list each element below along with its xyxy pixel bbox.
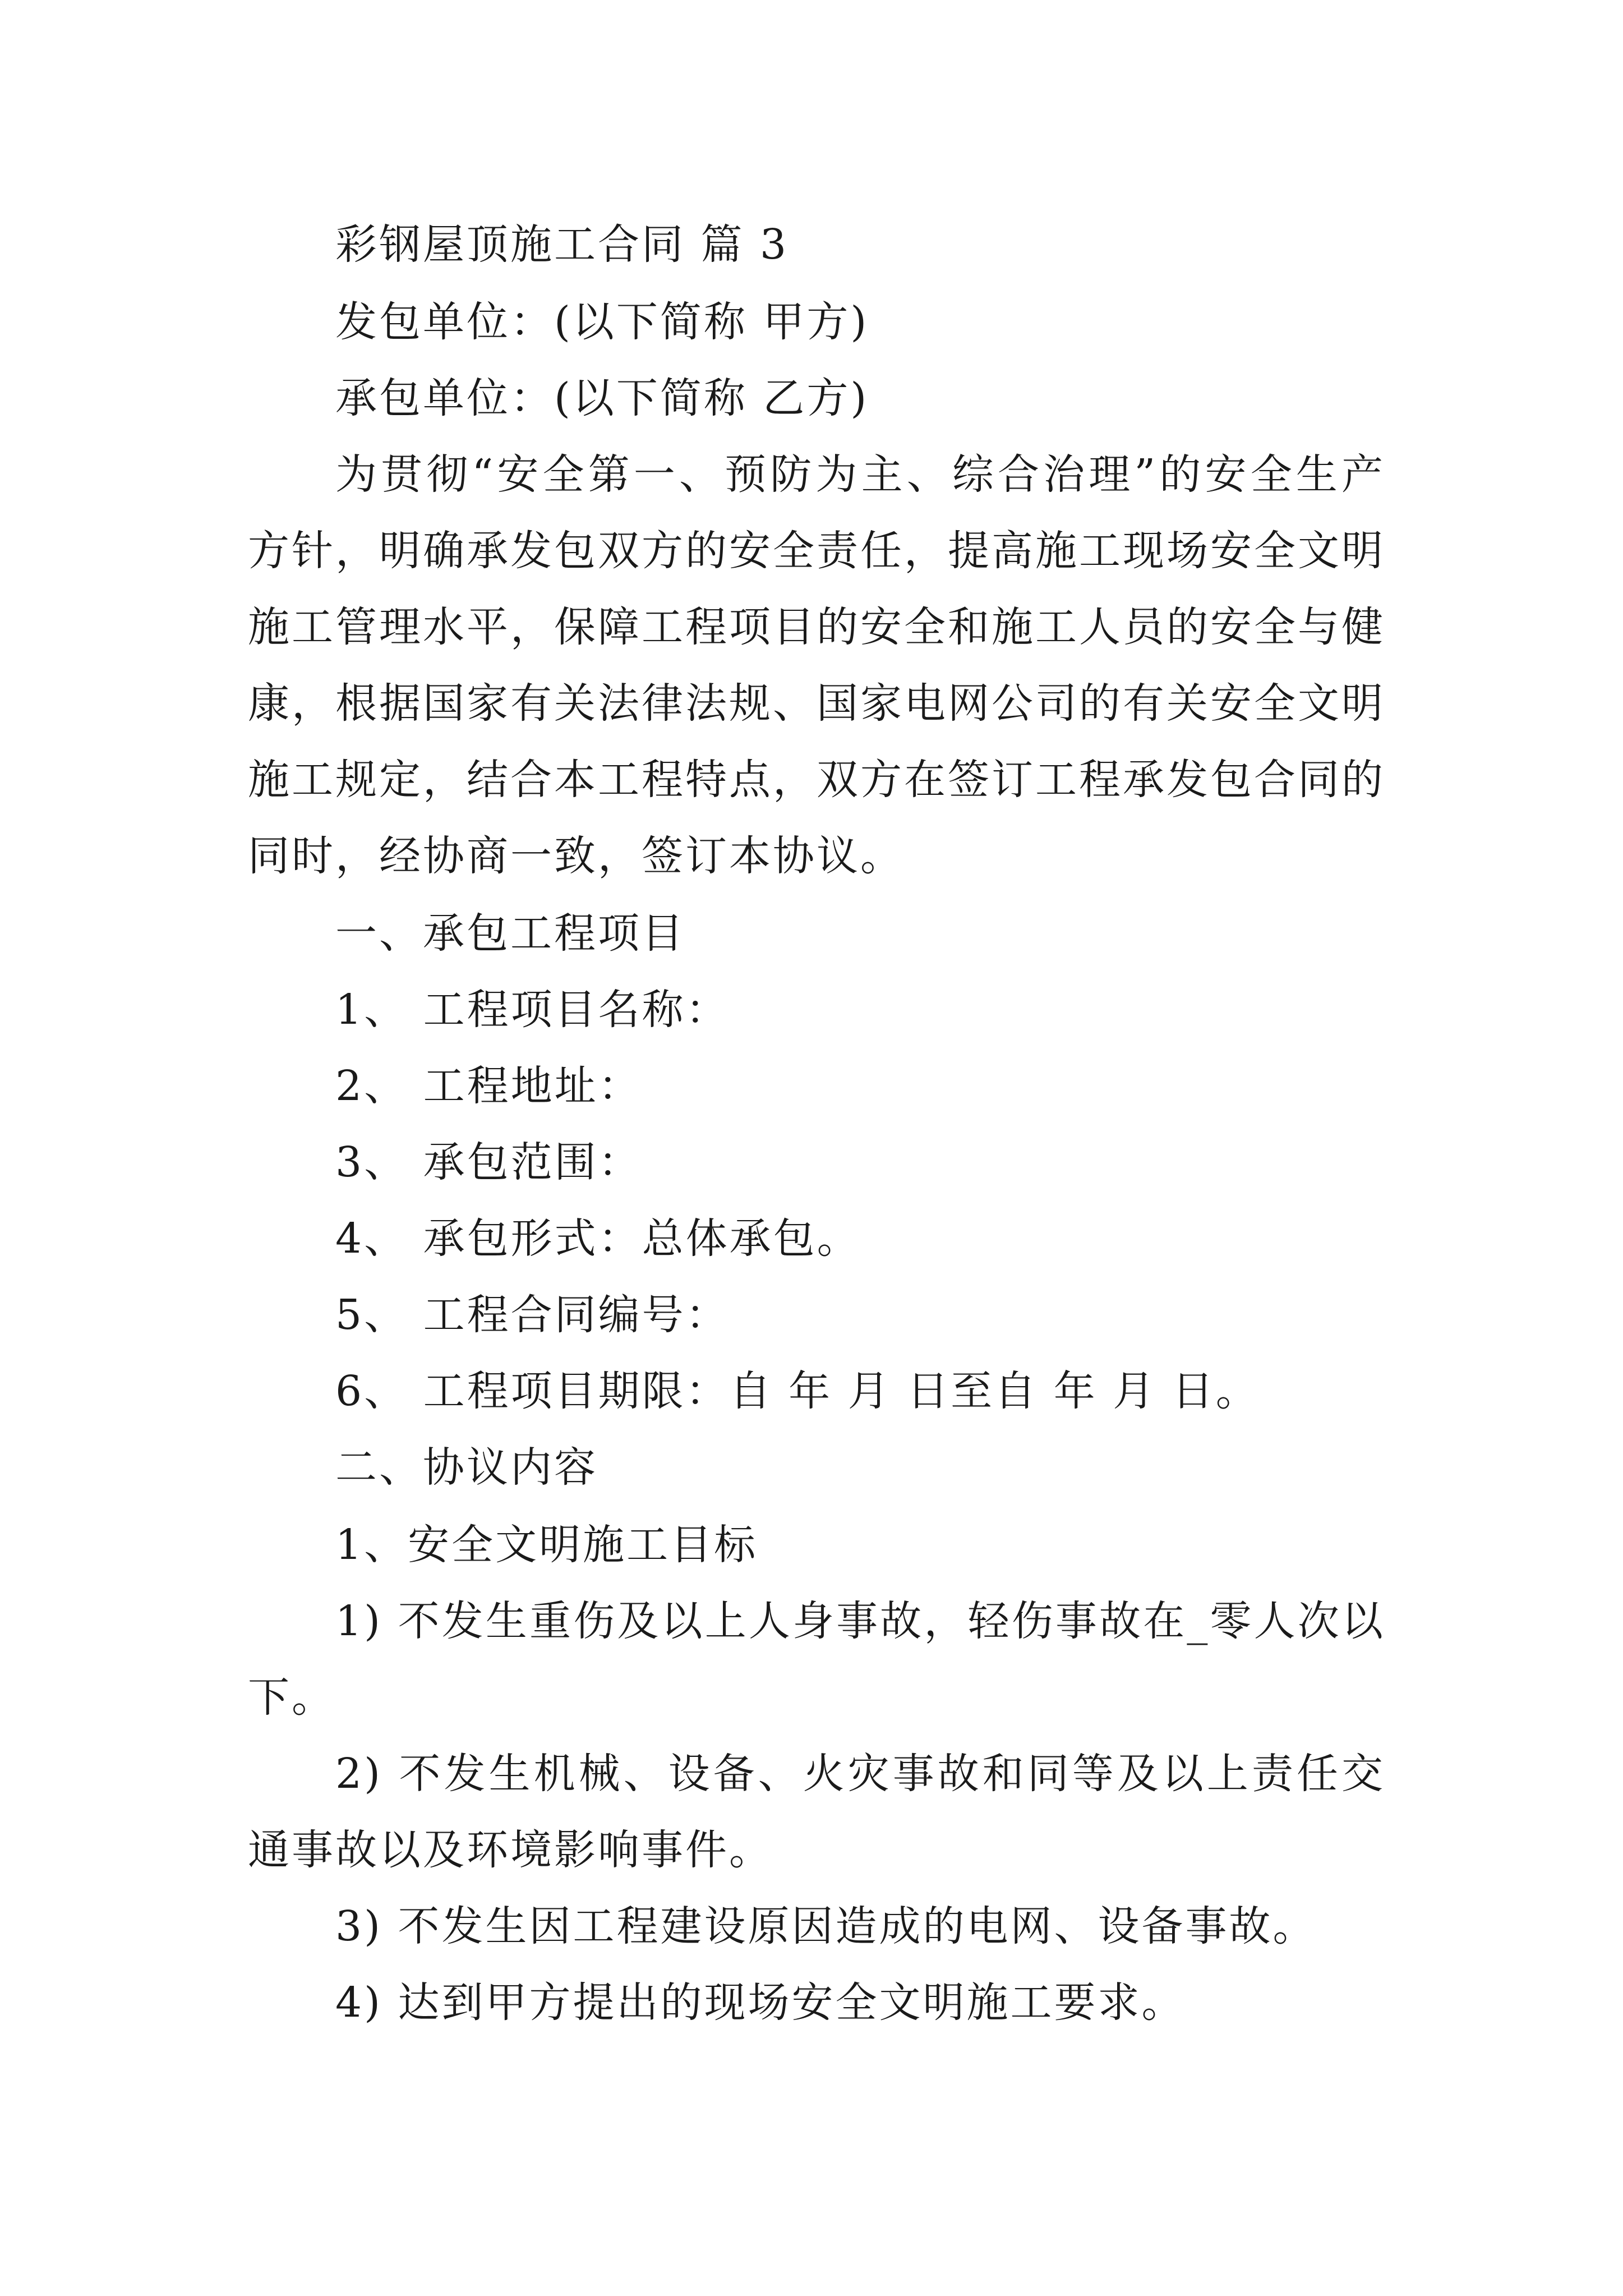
section-1-heading: 一、承包工程项目	[335, 909, 685, 958]
party-a-line: 发包单位：(以下简称 甲方)	[335, 298, 869, 346]
section-1-item-5: 5、 工程合同编号：	[335, 1291, 730, 1339]
intro-line-2: 方针，明确承发包双方的安全责任，提高施工现场安全文明	[248, 527, 1385, 575]
intro-line-6: 同时，经协商一致，签订本协议。	[248, 832, 904, 880]
goal-2-line-1: 2) 不发生机械、设备、火灾事故和同等及以上责任交	[335, 1750, 1385, 1798]
goal-4: 4) 达到甲方提出的现场安全文明施工要求。	[335, 1978, 1186, 2027]
document-title: 彩钢屋顶施工合同 篇 3	[335, 220, 789, 269]
goal-3: 3) 不发生因工程建设原因造成的电网、设备事故。	[335, 1902, 1317, 1950]
goal-1-line-2: 下。	[248, 1673, 335, 1722]
intro-line-1: 为贯彻“安全第一、预防为主、综合治理”的安全生产	[335, 450, 1385, 499]
section-1-item-3: 3、 承包范围：	[335, 1138, 642, 1186]
section-1-item-6: 6、 工程项目期限：自 年 月 日至自 年 月 日。	[335, 1367, 1260, 1415]
intro-line-3: 施工管理水平，保障工程项目的安全和施工人员的安全与健	[248, 603, 1385, 651]
party-b-line: 承包单位：(以下简称 乙方)	[335, 374, 869, 422]
section-1-item-1: 1、 工程项目名称：	[335, 986, 730, 1034]
sub-heading: 1、安全文明施工目标	[335, 1521, 758, 1569]
section-1-item-2: 2、 工程地址：	[335, 1062, 642, 1110]
section-2-heading: 二、协议内容	[335, 1443, 598, 1492]
intro-line-4: 康，根据国家有关法律法规、国家电网公司的有关安全文明	[248, 679, 1385, 728]
intro-line-5: 施工规定，结合本工程特点，双方在签订工程承发包合同的	[248, 756, 1385, 804]
section-1-item-4: 4、 承包形式：总体承包。	[335, 1214, 861, 1263]
goal-1-line-1: 1) 不发生重伤及以上人身事故，轻伤事故在_零人次以	[335, 1597, 1385, 1645]
goal-2-line-2: 通事故以及环境影响事件。	[248, 1826, 773, 1874]
